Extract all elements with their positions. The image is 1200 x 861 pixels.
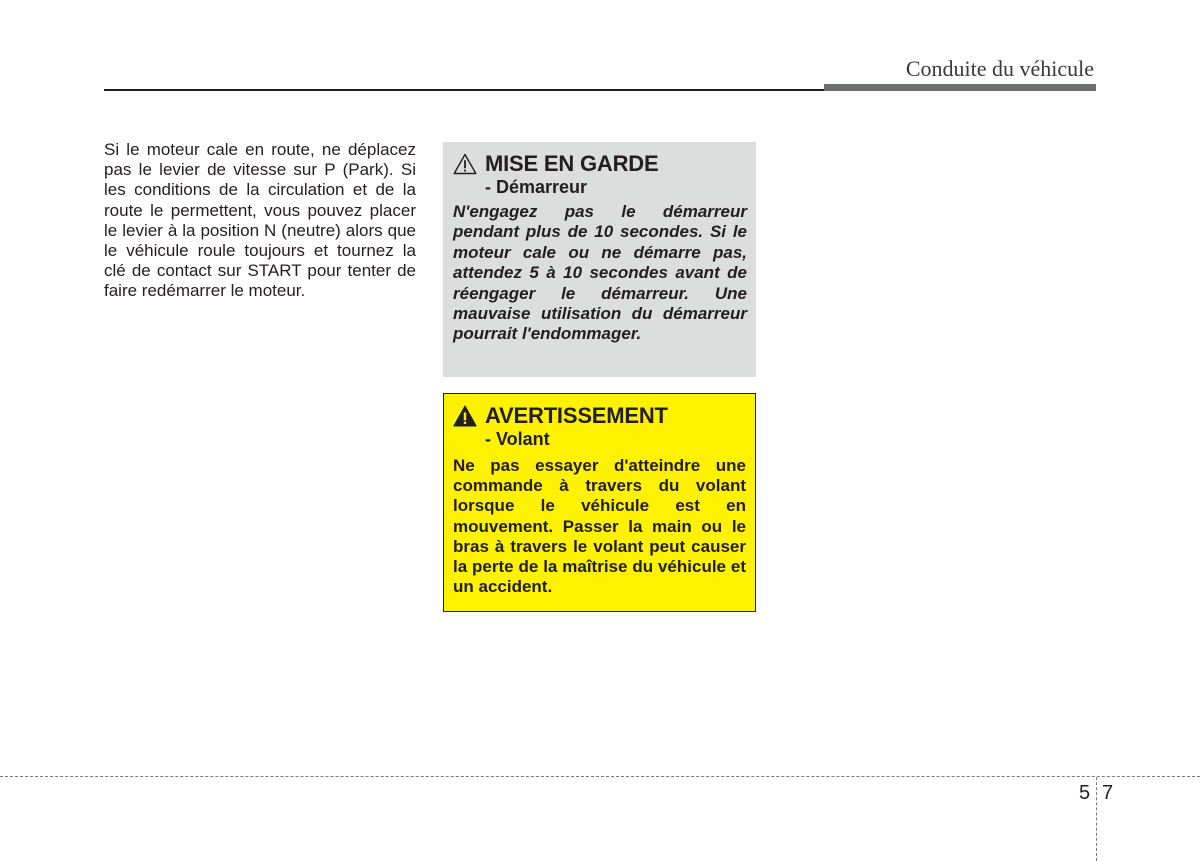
caution-heading (453, 152, 747, 176)
caution-triangle-outline-icon (453, 153, 477, 175)
caution-title: MISE EN GARDE (485, 151, 659, 176)
warning-triangle-filled-icon (453, 405, 477, 427)
caution-text: N'engagez pas le démarreur pendant plus de 10 secondes. Si le moteur cale ou ne démarre pas, attendez 5 à 10 secondes avant de réengager le démarreur. Une mauvaise utilisation du démarreur pourrait l'endommager. (453, 202, 747, 344)
footer-page-divider (1096, 777, 1097, 861)
warning-heading (453, 404, 746, 428)
caution-box (443, 142, 756, 377)
warning-subtitle: - Volant (485, 429, 550, 449)
warning-text: Ne pas essayer d'atteindre une commande à travers du volant lorsque le véhicule est en mouvement. Passer la main ou le bras à travers le volant peut causer la perte de la maîtrise du véhicule et un accident. (453, 456, 746, 597)
warning-box (443, 393, 756, 612)
page-chapter-number: 5 (1079, 782, 1091, 804)
running-header-title: Conduite du véhicule (905, 56, 1094, 81)
header-rule-accent (824, 84, 1096, 91)
header-rule (104, 89, 826, 91)
footer-dashed-rule (0, 776, 1200, 777)
caution-subtitle: - Démarreur (485, 177, 588, 197)
page-number: 7 (1102, 782, 1114, 804)
body-paragraph: Si le moteur cale en route, ne déplacez pas le levier de vitesse sur P (Park). Si les conditions de la circulation et de la route le permettent, vous pouvez placer le levier à la position N (neutre) alors que le véhicule roule toujours et tournez la clé de contact sur START pour tenter de faire redémarrer le moteur. (104, 140, 416, 301)
warning-title: AVERTISSEMENT (485, 403, 668, 428)
